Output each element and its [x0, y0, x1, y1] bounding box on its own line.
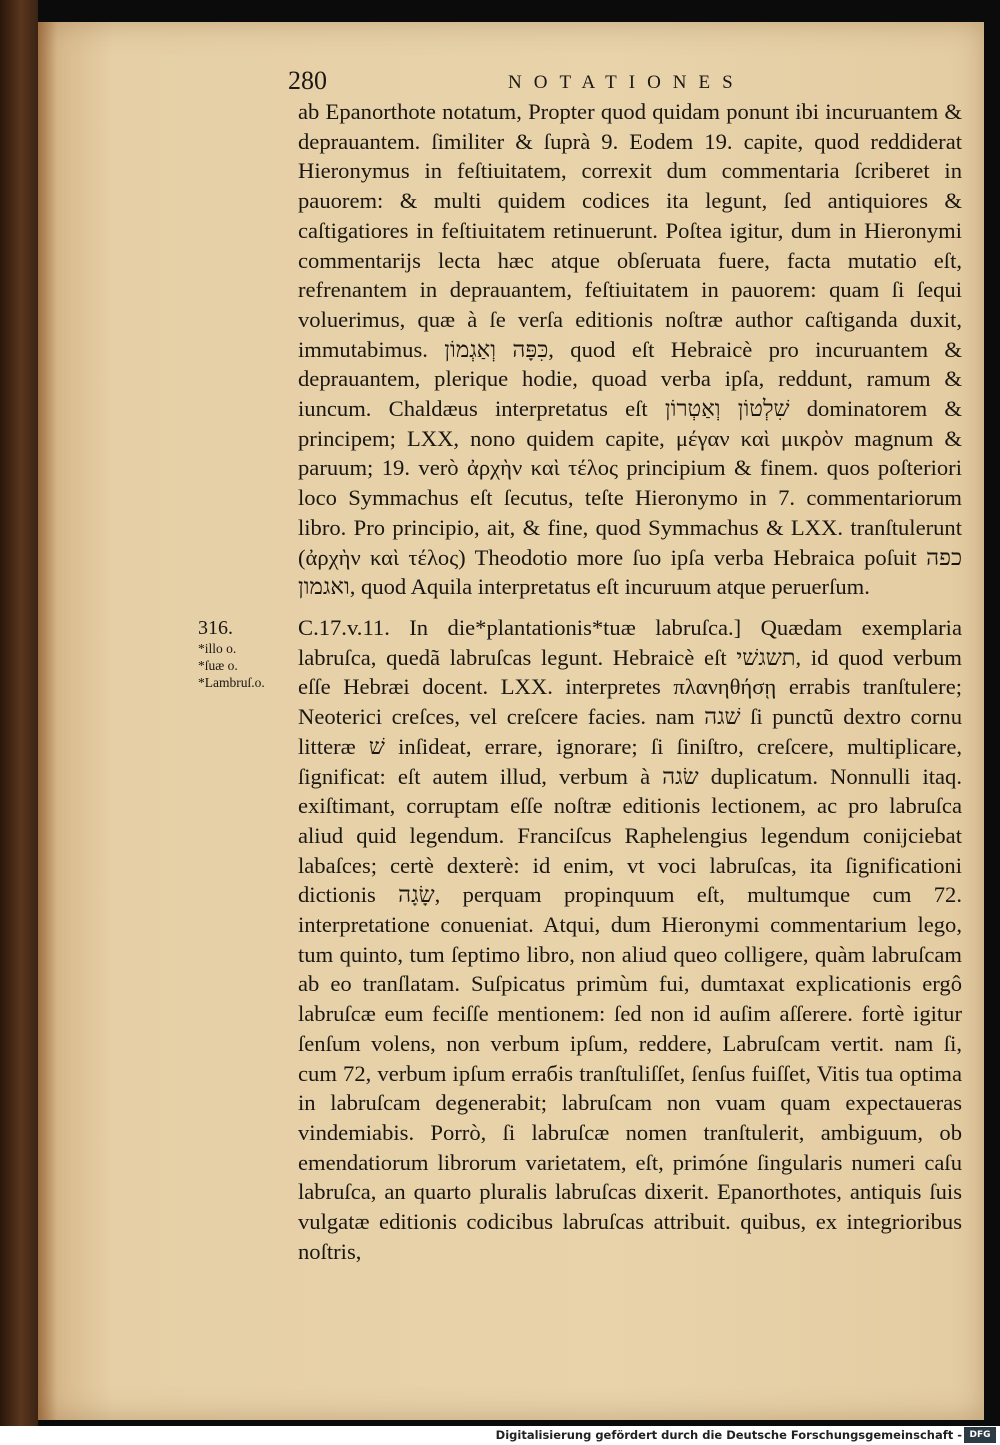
dfg-logo-icon: DFG — [964, 1427, 996, 1443]
body-paragraph-1: ab Epanorthote notatum, Propter quod quidam ponunt ibi incuruantem & deprauantem. ſimiliter & ſuprà 9. Eodem 19. capite, quod reddiderat Hieronymus in feſtiuitatem, correxit dum commentaria ſcriberet in pauorem: & multi quidem codices ita legunt, ſed antiquiores & caſtigatiores in feſtiuitatem retinuerunt. Poſtea igitur, dum in Hieronymi commentarijs lecta hæc atque obſeruata fuere, facta mutatio eſt, refrenantem in deprauantem, feſtiuitatem in pauorem: quam ſi ſequi voluerimus, quæ à ſe verſa editionis noſtræ author caſtiganda duxit, immutabimus. כִּפָּה וְאַגְמוֹן, quod eſt Hebraicè pro incuruantem & deprauantem, plerique hodie, quoad verba ipſa, reddunt, ramum & iuncum. Chaldæus interpretatus eſt שִׁלְטוֹן וְאַטְרוֹן dominatorem & principem; LXX, nono quidem capite, μέγαν καὶ μικρὸν magnum & paruum; 19. verò ἀρχὴν καὶ τέλος principium & finem. quos poſteriori loco Symmachus eſt ſecutus, teſte Hieronymo in 7. commentariorum libro. Pro principio, ait, & fine, quod Symmachus & LXX. tranſtulerunt (ἀρχὴν καὶ τέλος) Theodotio more ſuo ipſa verba Hebraica poſuit כפה ואגמון, quod Aquila interpretatus eſt incuruum atque peruerſum. — [298, 99, 963, 600]
page-number: 280 — [288, 66, 327, 95]
footer-credit: Digitalisierung gefördert durch die Deutsche Forschungsgemeinschaft - — [495, 1428, 962, 1442]
running-title: NOTATIONES — [508, 72, 745, 93]
marginal-note-2: *ſuæ o. — [198, 658, 238, 673]
book-spine — [0, 0, 38, 1445]
marginal-note-3: *Lambruſ.o. — [198, 675, 265, 690]
body-paragraph-2: C.17.v.11. In die*plantationis*tuæ labruſca.] Quædam exemplaria labruſca, quedã labruſcas legunt. Hebraicè eſt תשגשׁי, id quod verbum eſſe Hebræi docent. LXX. interpretes πλανηθήσῃ errabis tranſtulere; Neoterici creſces, vel creſcere facies. nam שׁגה ſi punctũ dextro cornu litteræ שׁ inſideat, errare, ignorare; ſi ſiniſtro, creſcere, multiplicare, ſignificat: eſt autem illud, verbum à שׂגה duplicatum. Nonnulli itaq. exiſtimant, corruptam eſſe noſtræ editionis lectionem, ac pro labruſca aliud quid legendum. Franciſcus Raphelengius legendum conijciebat labaſces; certè dexterè: id enim, vt voci labruſcas, ita ſignificationi dictionis שָׂגָה, perquam propinquum eſt, multumque cum 72. interpretatione conueniat. Atqui, dum Hieronymi commentarium lego, tum quinto, tum ſeptimo libro, non aliud queo colligere, quàm labruſcam ab eo tranſlatam. Suſpicatus primùm fui, dumtaxat explicationis ergô labruſcæ eum feciſſe mentionem: ſed non id auſim aſſerere. fortè igitur ſenſum volens, non verbum ipſum, reddere, Labruſcam vertit. nam ſi, cum 72, verbum ipſum erraбis tranſtuliſſet, ſenſus fuiſſet, Vitis tua optima in labruſcam degenerabit; labruſcam non vuam quam expectaueras vindemiabis. Porrò, ſi labruſcæ nomen tranſtulerit, ambiguum, ob emendatiorum librorum varietatem, eſt, primóne ſingularis numeri caſu labruſca, an quarto pluralis labruſcas dixerit. Epanorthotes, antiquis ſuis vulgatæ editionis codicibus labruſcas attribuit. quibus, ex integrioribus noſtris, — [298, 615, 963, 1264]
marginal-note-1: *illo o. — [198, 641, 237, 656]
marginal-notes — [198, 617, 265, 691]
marginal-number: 316. — [198, 617, 233, 639]
digitization-footer — [0, 1426, 1000, 1445]
